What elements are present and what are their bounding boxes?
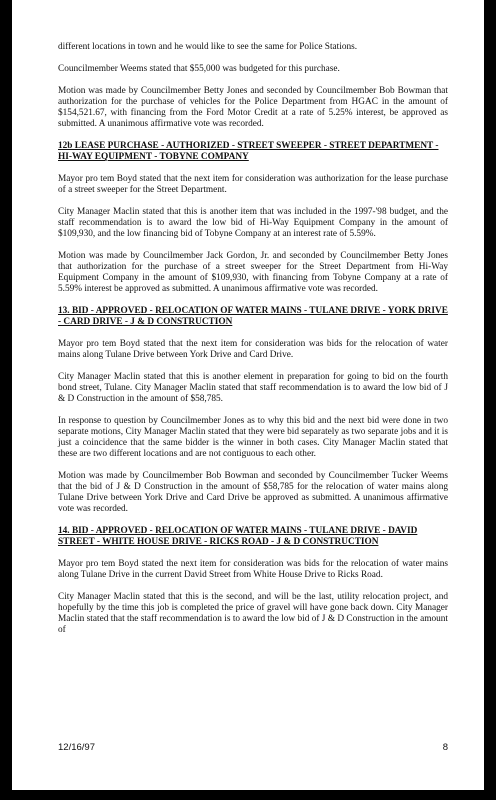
agenda-heading-13: 13. BID - APPROVED - RELOCATION OF WATER MAINS - TULANE DRIVE - YORK DRIVE - CARD DRIVE - J & D CONSTRUCTION [58, 306, 448, 327]
agenda-heading-14: 14. BID - APPROVED - RELOCATION OF WATER MAINS - TULANE DRIVE - DAVID STREET - WHITE HOUSE DRIVE - RICKS ROAD - J & D CONSTRUCTION [58, 526, 418, 547]
paragraph: City Manager Maclin stated that this is another element in preparation for going to bid on the fourth bond street, Tulane. City Manager Maclin stated that staff recommendation is to award the low bid of J & D Construction in the amount of $58,785. [58, 372, 448, 404]
paragraph: Motion was made by Councilmember Jack Gordon, Jr. and seconded by Councilmember Betty Jones that authorization for the purchase of a street sweeper for the Street Department from Hi-Way Equipment Company in the amount of $109,930, with financing from Tobyne Company at a rate of 5.59% interest be approved as submitted. A unanimous affirmative vote was recorded. [58, 251, 448, 294]
paragraph: Councilmember Weems stated that $55,000 was budgeted for this purchase. [58, 64, 340, 74]
paragraph: different locations in town and he would like to see the same for Police Stations. [58, 42, 358, 52]
page-footer [58, 742, 448, 753]
paragraph: City Manager Maclin stated that this is the second, and will be the last, utility relocation project, and hopefully by the time this job is completed the price of gravel will have gone back down. City Manager Maclin stated that the staff recommendation is to award the low bid of J & D Construction in the amount of [58, 592, 448, 635]
document-page [12, 0, 484, 790]
page-number: 8 [442, 742, 448, 753]
footer-date: 12/16/97 [58, 742, 95, 753]
paragraph: City Manager Maclin stated that this is another item that was included in the 1997-'98 budget, and the staff recommendation is to award the low bid of Hi-Way Equipment Company in the amount of $109,930, and the low financing bid of Tobyne Company at an interest rate of 5.59%. [58, 207, 448, 239]
paragraph: Motion was made by Councilmember Bob Bowman and seconded by Councilmember Tucker Weems that the bid of J & D Construction in the amount of $58,785 for the relocation of water mains along Tulane Drive between York Drive and Card Drive be approved as submitted. A unanimous affirmative vote was recorded. [58, 471, 448, 514]
paragraph: In response to question by Councilmember Jones as to why this bid and the next bid were done in two separate motions, City Manager Maclin stated that they were bid separately as two separate jobs and it is just a coincidence that the same bidder is the winner in both cases. City Manager Maclin stated that these are two different locations and are not contiguous to each other. [58, 416, 448, 459]
agenda-heading-12b: 12b LEASE PURCHASE - AUTHORIZED - STREET SWEEPER - STREET DEPARTMENT - HI-WAY EQUIPMENT - TOBYNE COMPANY [58, 141, 439, 162]
minutes-text [58, 42, 448, 647]
paragraph: Mayor pro tem Boyd stated that the next item for consideration was authorization for the lease purchase of a street sweeper for the Street Department. [58, 174, 448, 195]
paragraph: Mayor pro tem Boyd stated that the next item for consideration was bids for the relocation of water mains along Tulane Drive between York Drive and Card Drive. [58, 339, 448, 360]
paragraph: Motion was made by Councilmember Betty Jones and seconded by Councilmember Bob Bowman that authorization for the purchase of vehicles for the Police Department from HGAC in the amount of $154,521.67, with financing from the Ford Motor Credit at a rate of 5.25% interest, be approved as submitted. A unanimous affirmative vote was recorded. [58, 86, 448, 129]
paragraph: Mayor pro tem Boyd stated the next item for consideration was bids for the relocation of water mains along Tulane Drive in the current David Street from White House Drive to Ricks Road. [58, 559, 448, 580]
